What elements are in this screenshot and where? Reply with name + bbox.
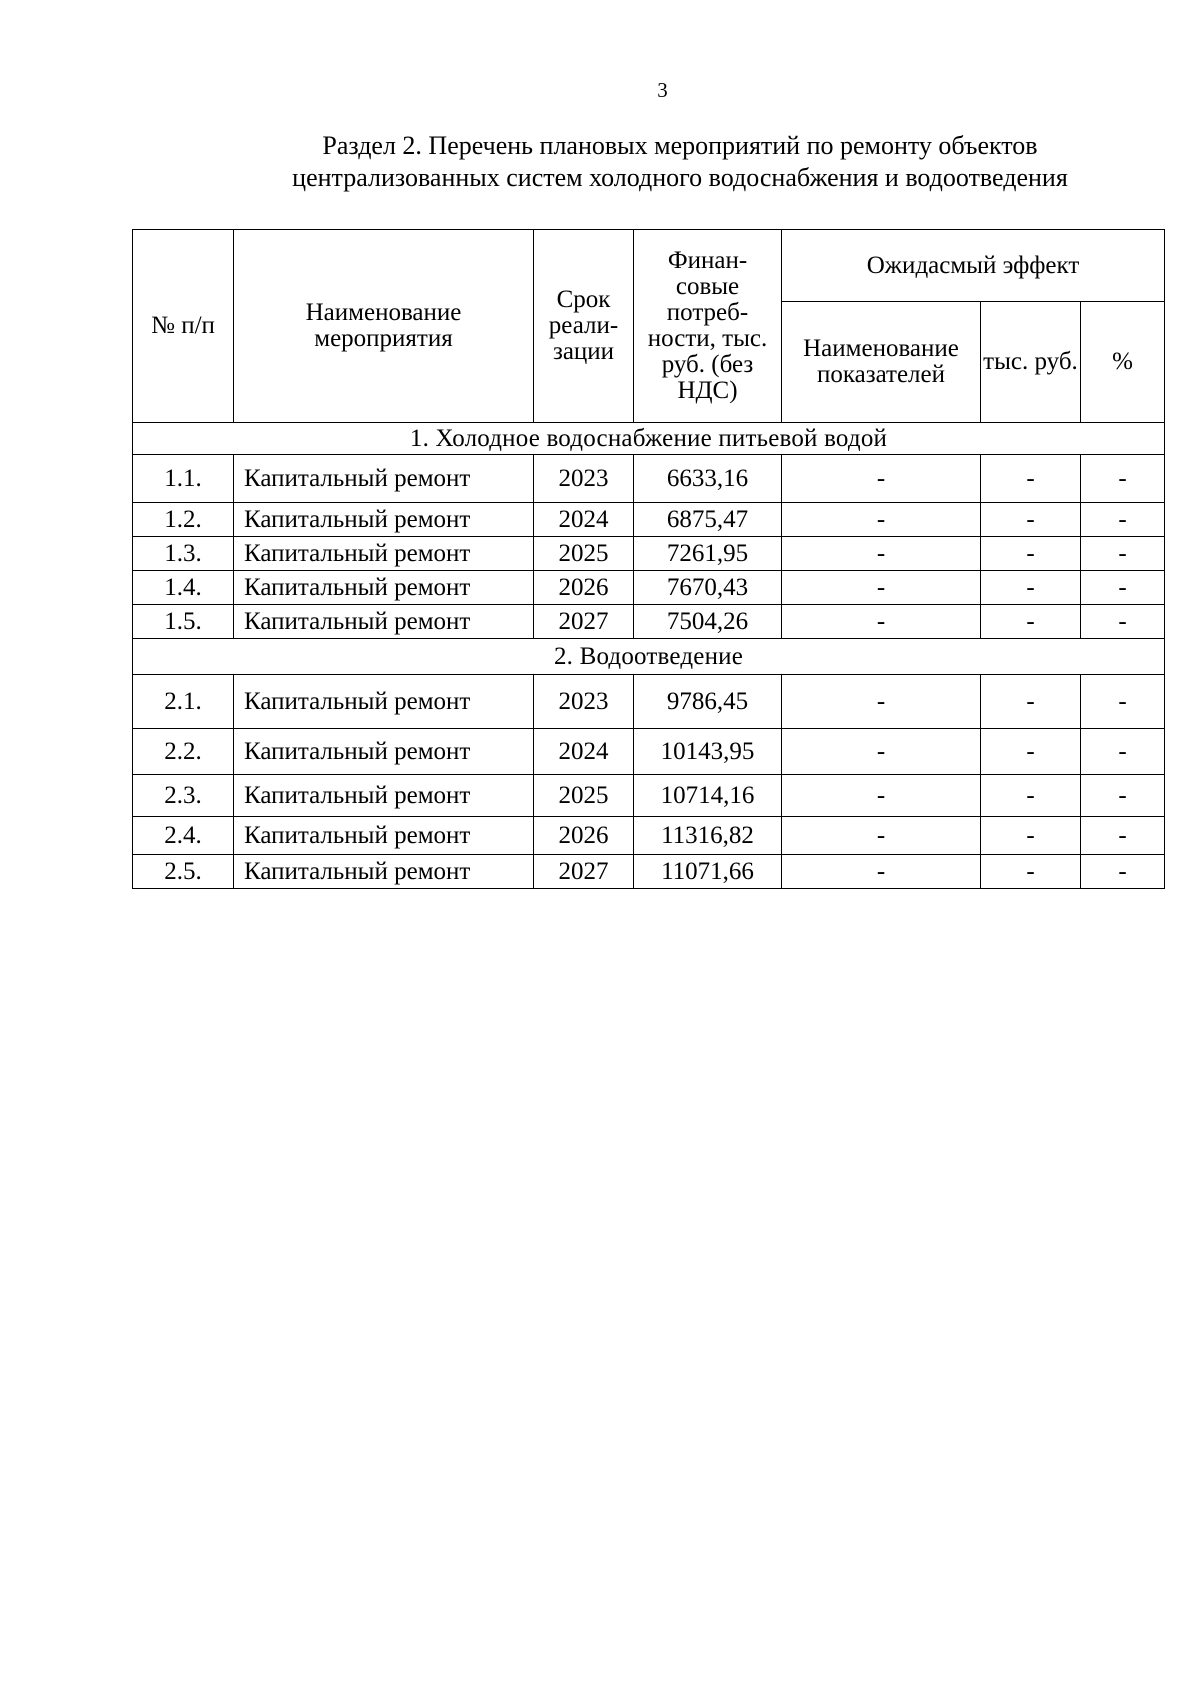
row-finance: 9786,45 (634, 675, 782, 729)
row-num: 1.5. (133, 605, 234, 639)
row-finance: 7261,95 (634, 537, 782, 571)
row-indicator: - (782, 675, 981, 729)
row-year: 2024 (534, 729, 634, 775)
row-indicator: - (782, 537, 981, 571)
row-name: Капитальный ремонт (234, 571, 534, 605)
table-row (133, 571, 1165, 605)
row-pct: - (1081, 455, 1165, 503)
row-indicator: - (782, 817, 981, 855)
row-year: 2023 (534, 675, 634, 729)
header-thousand-rub: тыс. руб. (981, 302, 1081, 423)
header-percent: % (1081, 302, 1165, 423)
row-indicator: - (782, 571, 981, 605)
header-term: Срок реали- зации (534, 230, 634, 423)
row-finance: 6875,47 (634, 503, 782, 537)
row-year: 2026 (534, 817, 634, 855)
row-year: 2025 (534, 775, 634, 817)
section-title: 1. Холодное водоснабжение питьевой водой (133, 423, 1165, 455)
row-finance: 7504,26 (634, 605, 782, 639)
table-row (133, 605, 1165, 639)
measures-table (132, 229, 1165, 889)
row-finance: 10714,16 (634, 775, 782, 817)
row-rub: - (981, 675, 1081, 729)
row-year: 2026 (534, 571, 634, 605)
row-rub: - (981, 537, 1081, 571)
row-num: 1.2. (133, 503, 234, 537)
row-finance: 10143,95 (634, 729, 782, 775)
row-name: Капитальный ремонт (234, 817, 534, 855)
header-num: № п/п (133, 230, 234, 423)
row-rub: - (981, 729, 1081, 775)
row-num: 2.5. (133, 855, 234, 889)
row-year: 2023 (534, 455, 634, 503)
row-name: Капитальный ремонт (234, 855, 534, 889)
row-year: 2027 (534, 855, 634, 889)
row-indicator: - (782, 503, 981, 537)
header-finance: Финан- совые потреб- ности, тыс. руб. (без НДС) (634, 230, 782, 423)
row-indicator: - (782, 605, 981, 639)
row-rub: - (981, 855, 1081, 889)
row-num: 2.4. (133, 817, 234, 855)
row-finance: 7670,43 (634, 571, 782, 605)
row-pct: - (1081, 675, 1165, 729)
row-indicator: - (782, 775, 981, 817)
table-row (133, 503, 1165, 537)
row-num: 1.4. (133, 571, 234, 605)
row-name: Капитальный ремонт (234, 537, 534, 571)
row-rub: - (981, 571, 1081, 605)
row-year: 2025 (534, 537, 634, 571)
row-pct: - (1081, 503, 1165, 537)
row-pct: - (1081, 571, 1165, 605)
row-pct: - (1081, 729, 1165, 775)
row-num: 1.1. (133, 455, 234, 503)
row-rub: - (981, 605, 1081, 639)
table-row (133, 729, 1165, 775)
title-line-1: Раздел 2. Перечень плановых мероприятий по ремонту объектов (322, 131, 1038, 160)
title-line-2: централизованных систем холодного водоснабжения и водоотведения (292, 163, 1068, 192)
table-row (133, 775, 1165, 817)
row-name: Капитальный ремонт (234, 729, 534, 775)
row-rub: - (981, 775, 1081, 817)
row-name: Капитальный ремонт (234, 775, 534, 817)
row-name: Капитальный ремонт (234, 675, 534, 729)
section-title: 2. Водоотведение (133, 639, 1165, 675)
table-row (133, 675, 1165, 729)
row-year: 2024 (534, 503, 634, 537)
row-rub: - (981, 817, 1081, 855)
header-name: Наименование мероприятия (234, 230, 534, 423)
header-expected-effect: Ожидасмый эффект (782, 230, 1165, 302)
row-indicator: - (782, 455, 981, 503)
page-number: 3 (657, 78, 668, 102)
row-pct: - (1081, 605, 1165, 639)
table-row (133, 817, 1165, 855)
row-pct: - (1081, 537, 1165, 571)
row-indicator: - (782, 729, 981, 775)
row-year: 2027 (534, 605, 634, 639)
row-num: 2.3. (133, 775, 234, 817)
row-name: Капитальный ремонт (234, 455, 534, 503)
row-num: 2.2. (133, 729, 234, 775)
row-num: 2.1. (133, 675, 234, 729)
row-rub: - (981, 455, 1081, 503)
row-finance: 11316,82 (634, 817, 782, 855)
row-num: 1.3. (133, 537, 234, 571)
row-name: Капитальный ремонт (234, 605, 534, 639)
row-name: Капитальный ремонт (234, 503, 534, 537)
row-finance: 6633,16 (634, 455, 782, 503)
row-rub: - (981, 503, 1081, 537)
table-row (133, 455, 1165, 503)
document-title (200, 130, 1160, 194)
header-indicator: Наименование показателей (782, 302, 981, 423)
row-pct: - (1081, 817, 1165, 855)
row-finance: 11071,66 (634, 855, 782, 889)
row-indicator: - (782, 855, 981, 889)
row-pct: - (1081, 775, 1165, 817)
table-row (133, 537, 1165, 571)
row-pct: - (1081, 855, 1165, 889)
table-row (133, 855, 1165, 889)
